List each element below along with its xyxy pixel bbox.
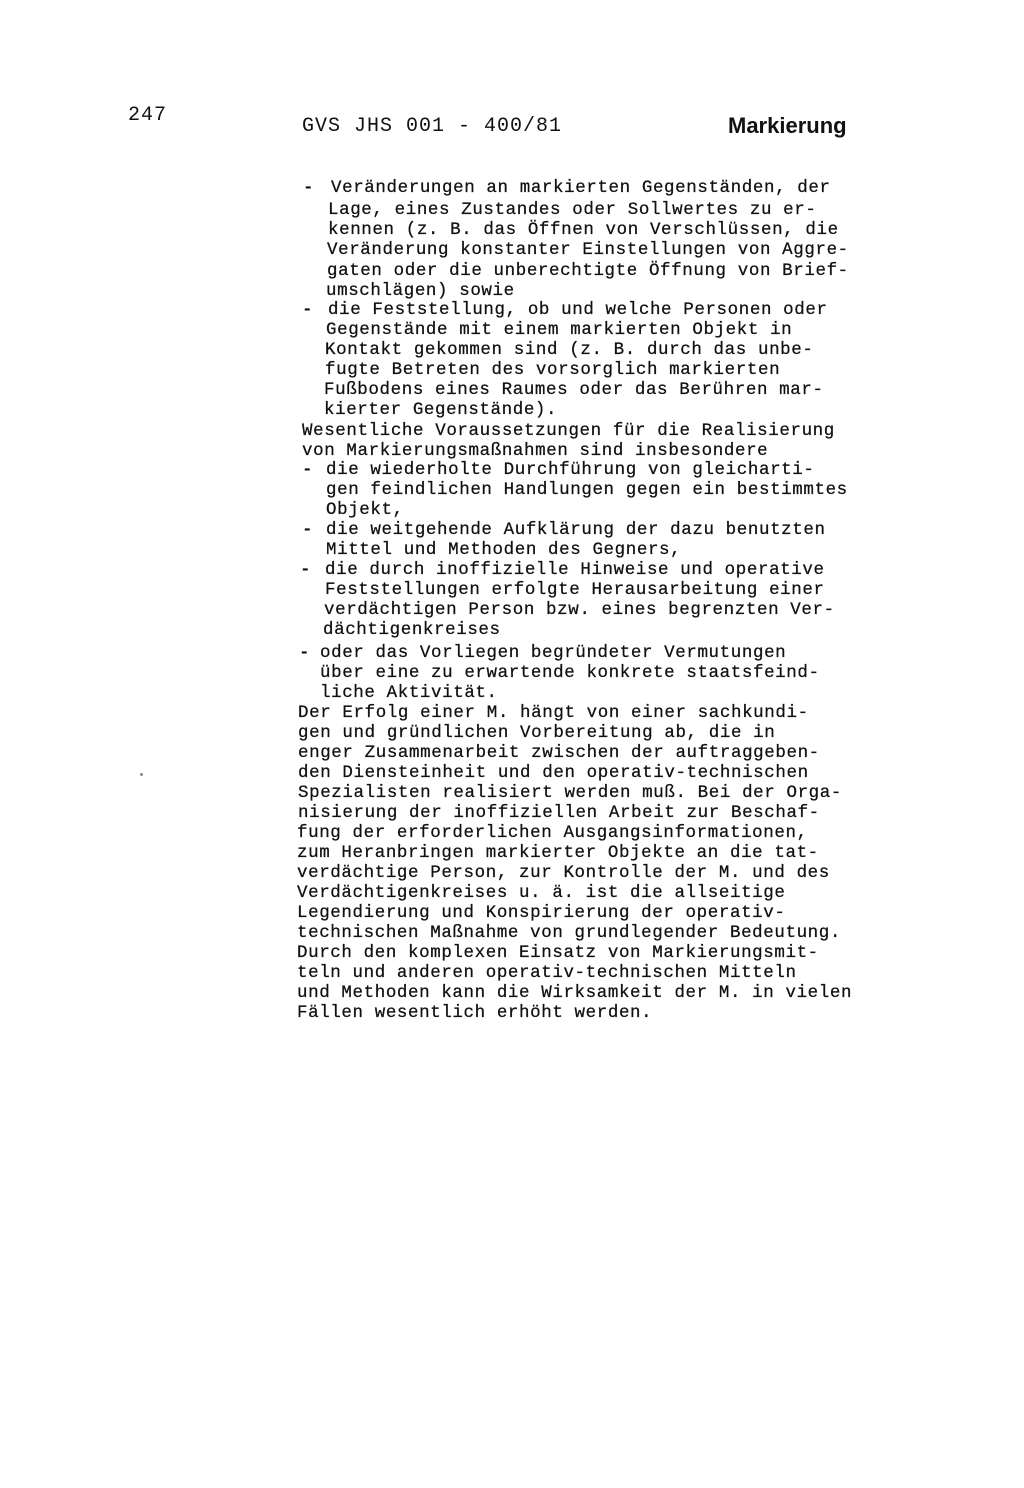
text-line: teln und anderen operativ-technischen Mitteln <box>297 963 797 983</box>
text-line: die durch inoffizielle Hinweise und operative <box>325 560 825 580</box>
text-line: Fußbodens eines Raumes oder das Berühren mar- <box>324 380 824 400</box>
text-line: verdächtigen Person bzw. eines begrenzten Ver- <box>324 600 835 620</box>
text-line: oder das Vorliegen begründeter Vermutungen <box>320 643 787 663</box>
bullet-dash: - <box>302 520 313 540</box>
text-line: kennen (z. B. das Öffnen von Verschlüssen, die <box>328 220 839 240</box>
page-number: 247 <box>128 104 168 127</box>
text-line: Lage, eines Zustandes oder Sollwertes zu er- <box>328 200 817 220</box>
text-line: fung der erforderlichen Ausgangsinformationen, <box>297 823 808 843</box>
text-line: die weitgehende Aufklärung der dazu benutzten <box>326 520 826 540</box>
text-line: gaten oder die unberechtigte Öffnung von Brief- <box>327 261 849 281</box>
text-line: gen feindlichen Handlungen gegen ein bestimmtes <box>326 480 848 500</box>
keyword-heading: Markierung <box>728 113 847 138</box>
text-line: Spezialisten realisiert werden muß. Bei der Orga- <box>298 783 842 803</box>
text-line: Veränderungen an markierten Gegenständen, der <box>331 178 831 198</box>
text-line: Durch den komplexen Einsatz von Markierungsmit- <box>297 943 819 963</box>
text-line: dächtigenkreises <box>323 620 501 640</box>
scan-speck <box>140 773 143 776</box>
text-line: den Diensteinheit und den operativ-technischen <box>298 763 809 783</box>
text-line: liche Aktivität. <box>320 683 498 703</box>
text-line: verdächtige Person, zur Kontrolle der M. und des <box>297 863 830 883</box>
text-line: Legendierung und Konspirierung der operativ- <box>297 903 786 923</box>
bullet-dash: - <box>299 643 310 663</box>
text-line: zum Heranbringen markierter Objekte an die tat- <box>297 843 819 863</box>
text-line: umschlägen) sowie <box>326 281 515 301</box>
text-line: Feststellungen erfolgte Herausarbeitung einer <box>325 580 825 600</box>
text-line: enger Zusammenarbeit zwischen der auftraggeben- <box>298 743 820 763</box>
text-line: gen und gründlichen Vorbereitung ab, die in <box>298 723 776 743</box>
text-line: die wiederholte Durchführung von gleicharti- <box>326 460 815 480</box>
bullet-dash: - <box>300 560 311 580</box>
text-line: Mittel und Methoden des Gegners, <box>326 540 682 560</box>
text-line: Der Erfolg einer M. hängt von einer sachkundi- <box>298 703 809 723</box>
text-line: Fällen wesentlich erhöht werden. <box>297 1003 653 1023</box>
text-line: Kontakt gekommen sind (z. B. durch das unbe- <box>325 340 814 360</box>
text-line: Objekt, <box>326 500 404 520</box>
text-line: Verdächtigenkreises u. ä. ist die allseitige <box>297 883 786 903</box>
text-line: die Feststellung, ob und welche Personen oder <box>328 300 828 320</box>
text-line: Wesentliche Voraussetzungen für die Realisierung <box>302 421 835 441</box>
text-line: und Methoden kann die Wirksamkeit der M. in vielen <box>297 983 853 1003</box>
text-line: von Markierungsmaßnahmen sind insbesondere <box>302 441 769 461</box>
text-line: nisierung der inoffiziellen Arbeit zur Beschaf- <box>298 803 820 823</box>
text-line: fugte Betreten des vorsorglich markierten <box>325 360 781 380</box>
bullet-dash: - <box>303 178 314 198</box>
document-code: GVS JHS 001 - 400/81 <box>302 115 563 138</box>
text-line: kierter Gegenstände). <box>324 400 558 420</box>
bullet-dash: - <box>302 300 313 320</box>
text-line: technischen Maßnahme von grundlegender Bedeutung. <box>297 923 841 943</box>
text-line: über eine zu erwartende konkrete staatsfeind- <box>320 663 820 683</box>
bullet-dash: - <box>302 460 313 480</box>
text-line: Gegenstände mit einem markierten Objekt in <box>326 320 793 340</box>
text-line: Veränderung konstanter Einstellungen von Aggre- <box>327 240 849 260</box>
